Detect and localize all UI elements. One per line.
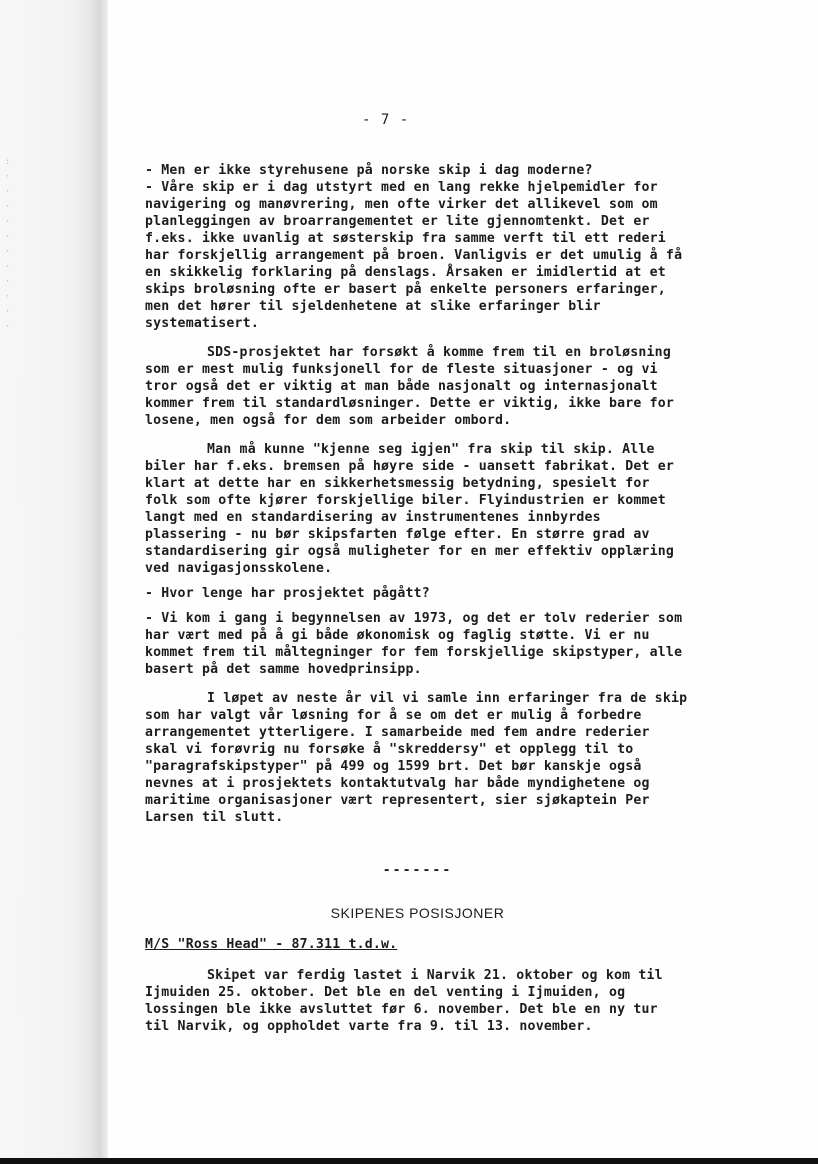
bleed-through-text: : · · · · · · · · · · · (4, 157, 10, 332)
vessel-heading: M/S "Ross Head" - 87.311 t.d.w. (145, 937, 398, 952)
page-number: - 7 - (362, 112, 410, 128)
body-paragraph: SDS-prosjektet har forsøkt å komme frem til en broløsning som er mest mulig funksjonell for de fleste situasjoner - og vi tror også det er viktig at man både nasjonalt og internasjonalt kommer frem til standardløsninger. Dette er viktig, ikke bare for losene, men også for dem som arbeider ombord. (145, 345, 675, 428)
separator: ------- (382, 863, 453, 878)
body-paragraph: I løpet av neste år vil vi samle inn erfaringer fra de skip som har valgt vår løsning for å se om det er mulig å forbedre arrangementet ytterligere. I samarbeide med fem andre rederier skal vi forøvrig nu forsøke å "skreddersy" et opplegg til to "paragrafskipstyper" på 499 og 1599 brt. Det bør kanskje også nevnes at i prosjektets kontaktutvalg har både myndighetene og maritime organisasjoner vært representert, sier sjøkaptein Per Larsen til slutt. (145, 691, 688, 825)
bottom-edge (0, 1158, 818, 1164)
vessel-paragraph: Skipet var ferdig lastet i Narvik 21. oktober og kom til Ijmuiden 25. oktober. Det ble en del venting i Ijmuiden, og lossingen ble ikke avsluttet før 6. november. Det ble en ny tur til Narvik, og oppholdet varte fra 9. til 13. november. (145, 968, 663, 1034)
article-body (145, 162, 690, 1035)
answer-paragraph: - Vi kom i gang i begynnelsen av 1973, og det er tolv rederier som har vært med på å gi både økonomisk og faglig støtte. Vi er nu kommet frem til måltegninger for fem forskjellige skipstyper, alle basert på det samme hovedprinsipp. (145, 611, 683, 677)
body-paragraph: Man må kunne "kjenne seg igjen" fra skip til skip. Alle biler har f.eks. bremsen på høyre side - uansett fabrikat. Det er klart at dette har en sikkerhetsmessig betydning, spesielt for folk som ofte kjører forskjellige biler. Flyindustrien er kommet langt med en standardisering av instrumentenes innbyrdes plassering - nu bør skipsfarten følge efter. En større grad av standardisering gir også muligheter for en mer effektiv opplæring ved navigasjonsskolene. (145, 442, 675, 576)
question-paragraph: - Men er ikke styrehusene på norske skip i dag moderne? (145, 163, 593, 178)
section-title: SKIPENES POSISJONER (330, 905, 505, 921)
binding-edge (100, 0, 108, 1164)
question-paragraph: - Hvor lenge har prosjektet pågått? (145, 586, 430, 601)
answer-paragraph: - Våre skip er i dag utstyrt med en lang rekke hjelpemidler for navigering og manøvrering, men ofte virker det allikevel som om planleggingen av broarrangementet er lite gjennomtenkt. Det er f.eks. ikke uvanlig at søsterskip fra samme verft til ett rederi har forskjellig arrangement på broen. Vanligvis er det umulig å få en skikkelig forklaring på denslags. Årsaken er imidlertid at et skips broløsning ofte er basert på enkelte personers erfaringer, men det hører til sjeldenhetene at slike erfaringer blir systematisert. (145, 180, 683, 331)
